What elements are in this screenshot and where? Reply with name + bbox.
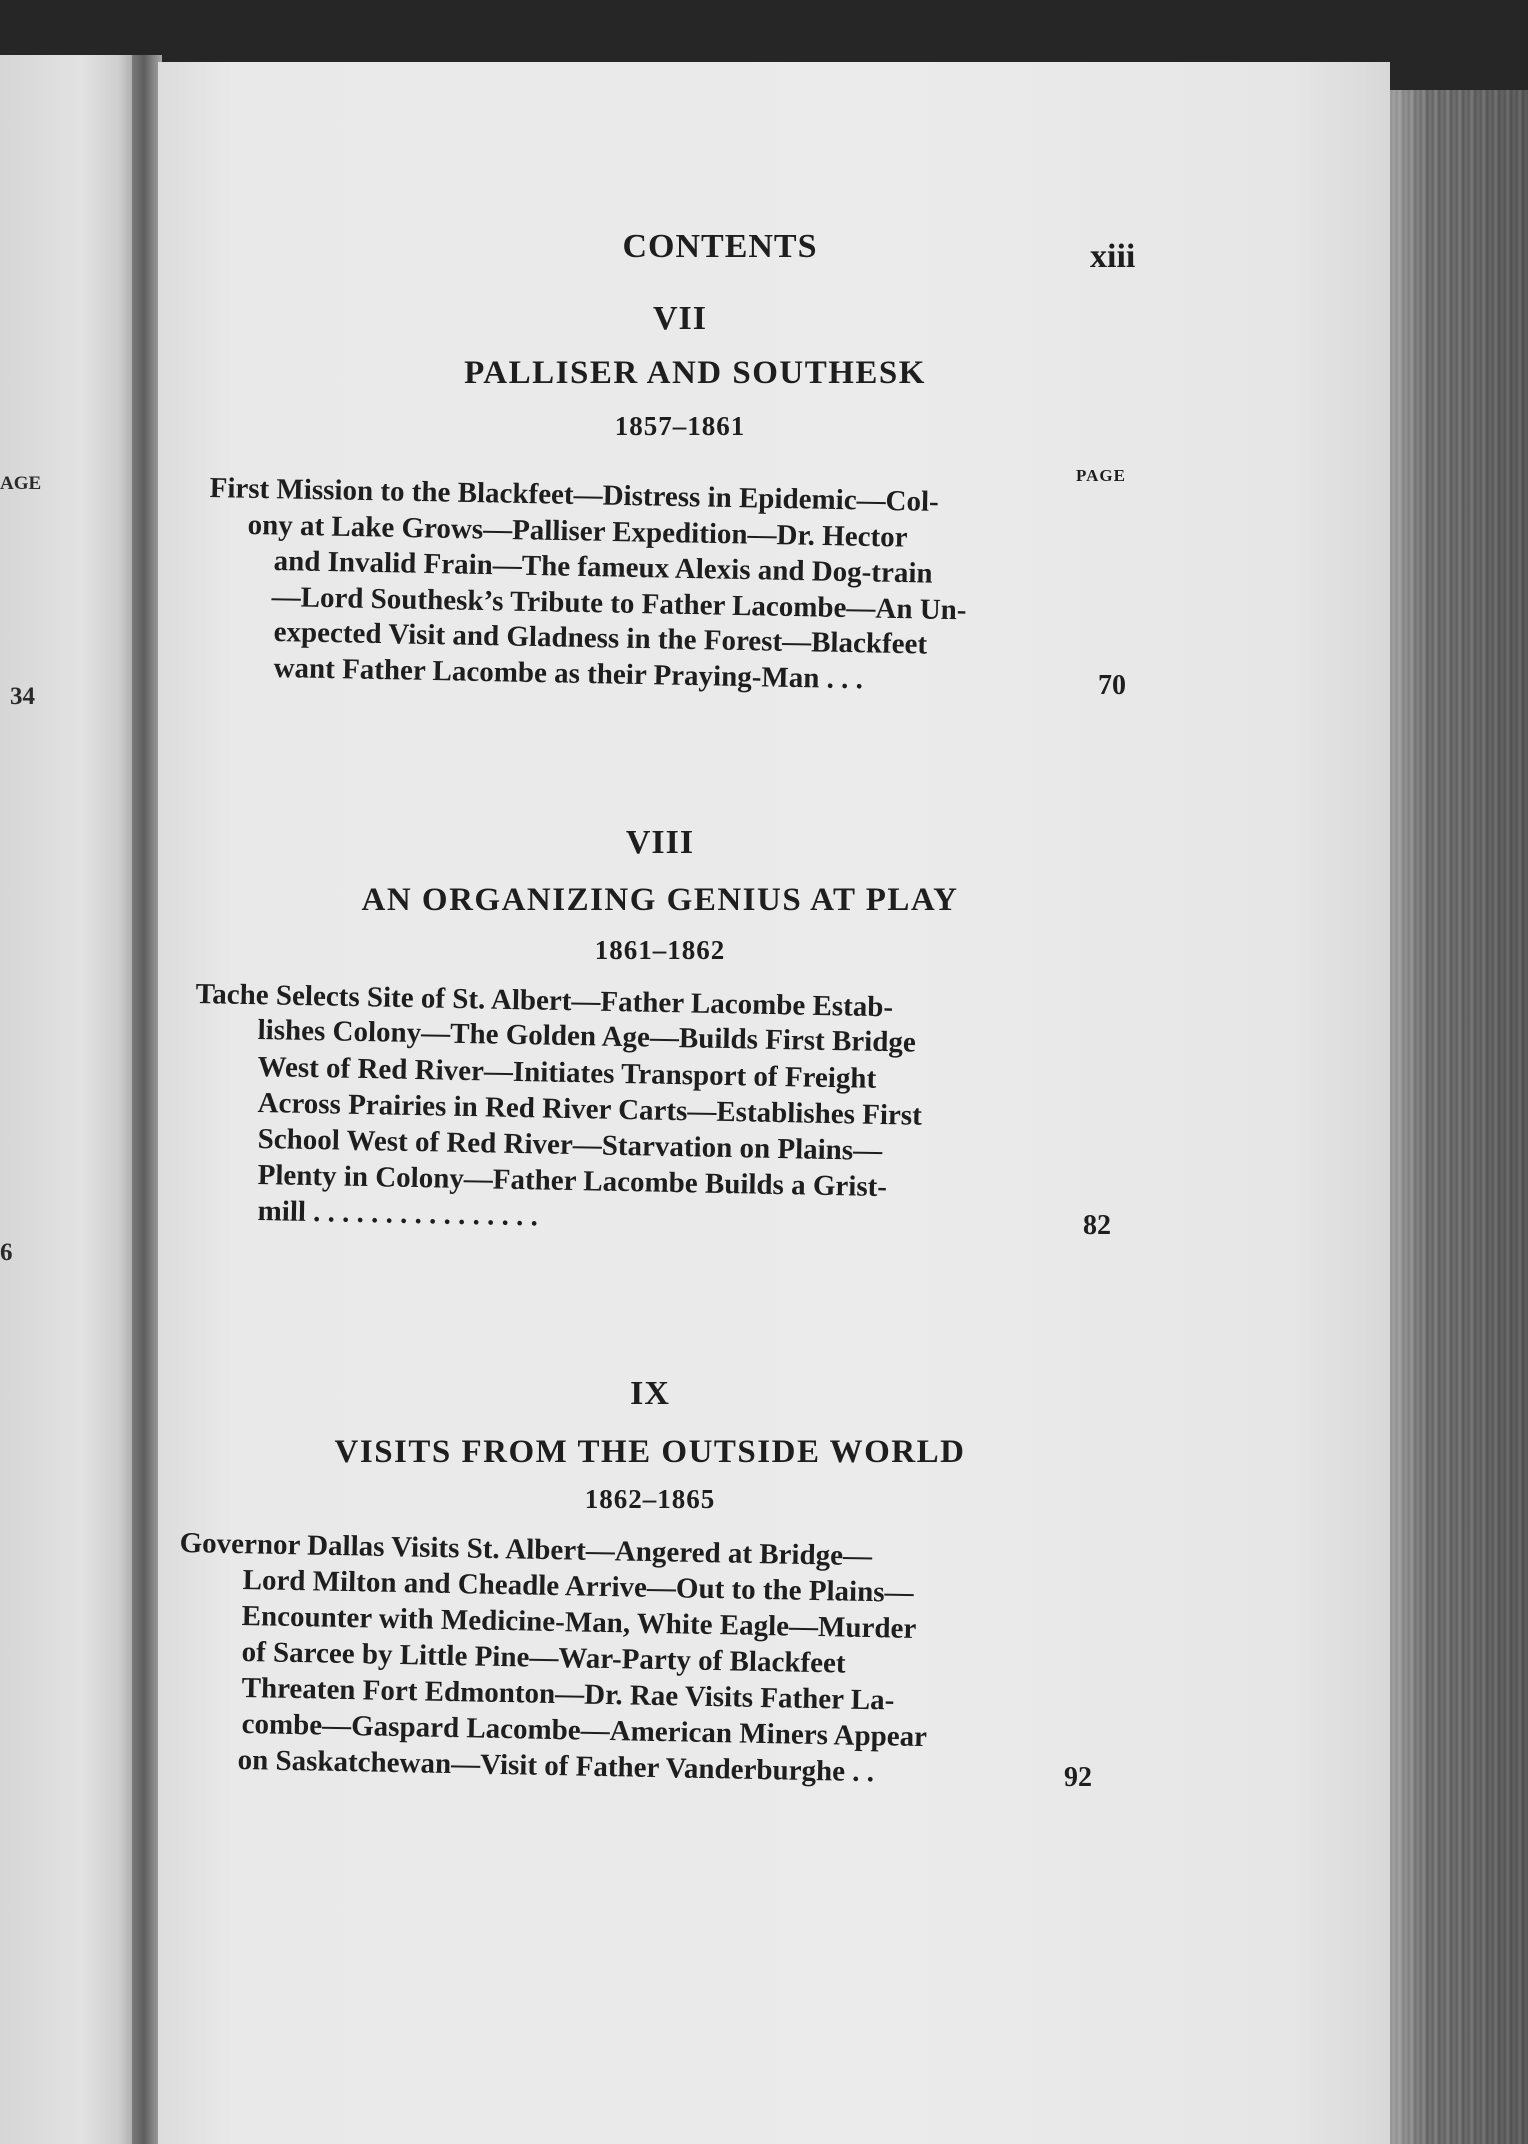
synopsis-line: and Invalid Frain—The fameux Alexis and Dog-train bbox=[273, 544, 933, 590]
synopsis-line: combe—Gaspard Lacombe—American Miners Appear bbox=[241, 1707, 928, 1754]
synopsis-line: Encounter with Medicine-Man, White Eagle—Murder bbox=[241, 1599, 917, 1645]
synopsis-line: Tache Selects Site of St. Albert—Father Lacombe Estab- bbox=[195, 977, 894, 1024]
chapter-years: 1861–1862 bbox=[594, 935, 726, 965]
synopsis-line: Across Prairies in Red River Carts—Establishes First bbox=[257, 1086, 923, 1132]
chapter-numeral: IX bbox=[630, 1375, 670, 1412]
synopsis-line: lishes Colony—The Golden Age—Builds First Bridge bbox=[257, 1013, 917, 1059]
synopsis-line: —Lord Southesk’s Tribute to Father Lacombe—An Un- bbox=[271, 580, 967, 627]
synopsis-line: want Father Lacombe as their Praying-Man . . . bbox=[273, 651, 864, 696]
synopsis-line: expected Visit and Gladness in the Forest—Blackfeet bbox=[273, 615, 928, 661]
synopsis-line: Threaten Fort Edmonton—Dr. Rae Visits Father La- bbox=[241, 1671, 895, 1717]
page-folio: xiii bbox=[1090, 238, 1136, 275]
chapter-page-number: 92 bbox=[1064, 1762, 1092, 1793]
synopsis-line: Governor Dallas Visits St. Albert—Angered at Bridge— bbox=[179, 1526, 873, 1573]
running-head: CONTENTS bbox=[622, 228, 818, 265]
synopsis-line: ony at Lake Grows—Palliser Expedition—Dr. Hector bbox=[247, 508, 908, 554]
chapter-numeral: VIII bbox=[625, 824, 695, 861]
synopsis-line: on Saskatchewan—Visit of Father Vanderburghe . . bbox=[237, 1743, 875, 1789]
synopsis-line: First Mission to the Blackfeet—Distress in Epidemic—Col- bbox=[209, 471, 940, 518]
page-block-shade bbox=[1385, 90, 1528, 2144]
synopsis-line: Lord Milton and Cheadle Arrive—Out to the Plains— bbox=[242, 1563, 914, 1609]
chapter-numeral: VII bbox=[652, 300, 708, 337]
chapter-years: 1857–1861 bbox=[614, 411, 746, 441]
synopsis-line: West of Red River—Initiates Transport of Freight bbox=[257, 1050, 877, 1095]
page-column-label: PAGE bbox=[1076, 466, 1126, 485]
chapter-title: AN ORGANIZING GENIUS AT PLAY bbox=[361, 882, 959, 918]
left-page bbox=[0, 55, 148, 2144]
synopsis-line: of Sarcee by Little Pine—War-Party of Blackfeet bbox=[241, 1635, 846, 1680]
synopsis-line: Plenty in Colony—Father Lacombe Builds a Grist- bbox=[257, 1158, 888, 1204]
chapter-title: PALLISER AND SOUTHESK bbox=[464, 355, 926, 391]
chapter-title: VISITS FROM THE OUTSIDE WORLD bbox=[334, 1434, 966, 1470]
chapter-years: 1862–1865 bbox=[584, 1484, 716, 1514]
left-page-label: AGE bbox=[0, 473, 42, 494]
left-page-number-2: 6 bbox=[0, 1239, 13, 1266]
synopsis-line: School West of Red River—Starvation on Plains— bbox=[257, 1122, 883, 1167]
left-page-number-1: 34 bbox=[10, 683, 35, 710]
chapter-page-number: 70 bbox=[1098, 670, 1126, 701]
synopsis-line: mill . . . . . . . . . . . . . . . . bbox=[257, 1194, 539, 1233]
chapter-page-number: 82 bbox=[1083, 1210, 1111, 1241]
